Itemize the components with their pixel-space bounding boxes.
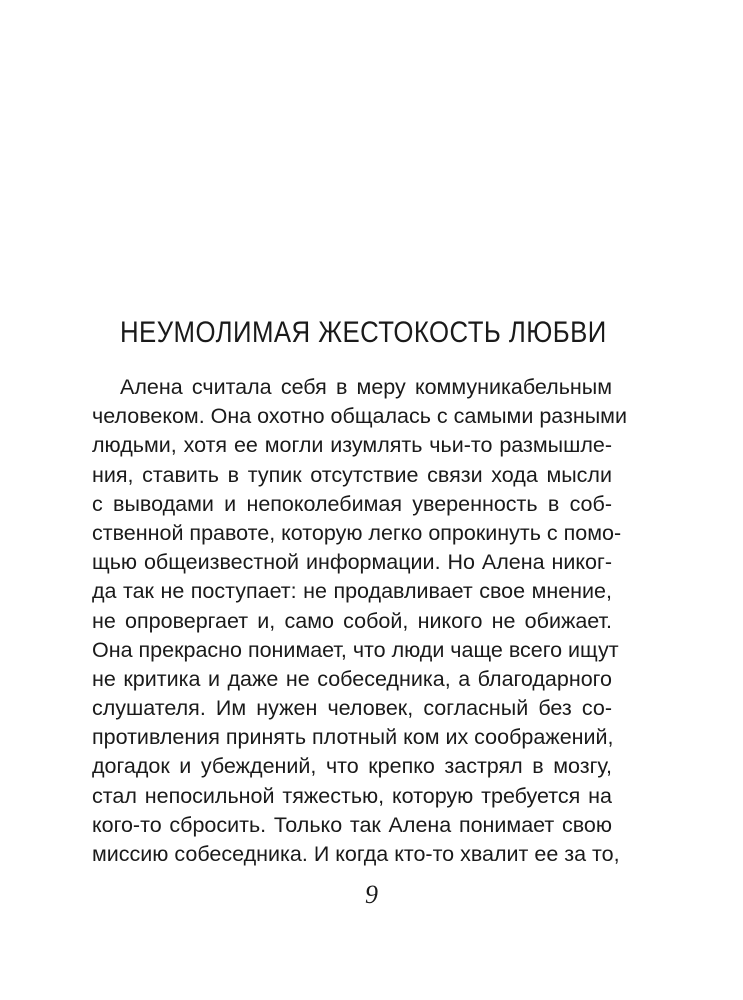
chapter-title: НЕУМОЛИМАЯ ЖЕСТОКОСТЬ ЛЮБВИ <box>120 316 607 349</box>
text-line: стал непосильной тяжестью, которую требуется на <box>92 783 612 808</box>
text-line: противления принять плотный ком их соображений, <box>92 725 614 750</box>
text-line: Она прекрасно понимает, что люди чаще всего ищут <box>92 637 619 662</box>
text-line: догадок и убеждений, что крепко застрял в мозгу, <box>92 754 612 779</box>
text-line: да так не поступает: не продавливает свое мнение, <box>92 579 612 604</box>
text-line: кого-то сбросить. Только так Алена понимает свою <box>92 812 612 837</box>
text-line: человеком. Она охотно общалась с самыми разными <box>92 404 627 429</box>
text-line: Алена считала себя в меру коммуникабельным <box>120 375 612 399</box>
text-line: ния, ставить в тупик отсутствие связи хода мысли <box>92 462 612 487</box>
text-line: людьми, хотя ее могли изумлять чьи-то размышле- <box>92 433 612 458</box>
text-line: не опровергает и, само собой, никого не обижает. <box>92 608 612 633</box>
text-line: щью общеизвестной информации. Но Алена никог- <box>92 550 612 575</box>
text-line: миссию собеседника. И когда кто-то хвалит ее за то, <box>92 842 620 866</box>
text-line: ственной правоте, которую легко опрокинуть с помо- <box>92 520 622 545</box>
text-line: с выводами и непоколебимая уверенность в соб- <box>92 491 612 516</box>
text-line: не критика и даже не собеседника, а благодарного <box>92 666 612 691</box>
text-line: слушателя. Им нужен человек, согласный без со- <box>92 696 612 721</box>
page-number: 9 <box>365 880 378 909</box>
body-paragraph <box>92 373 627 869</box>
